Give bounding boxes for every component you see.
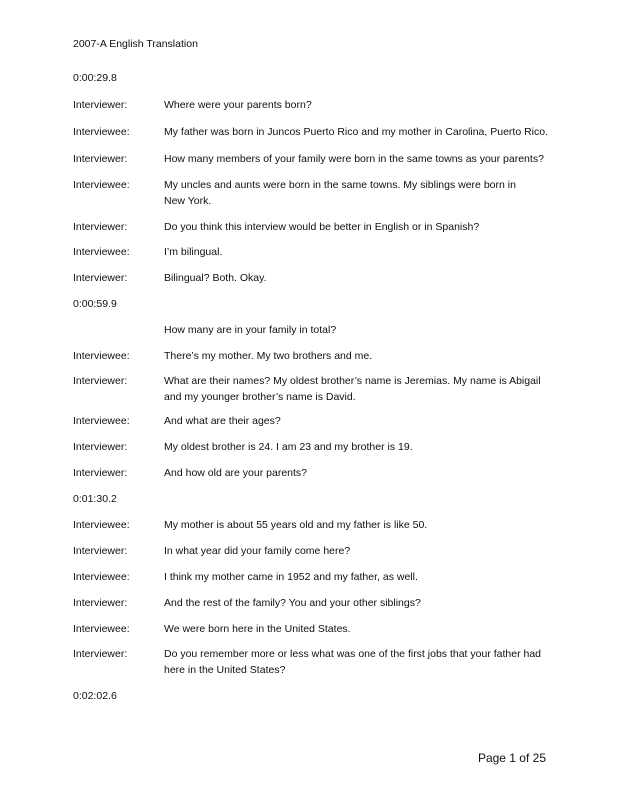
speaker-label: Interviewee: [73, 350, 130, 362]
speaker-label: Interviewee: [73, 126, 130, 138]
utterance-text: And how old are your parents? [164, 467, 308, 479]
timestamp: 0:02:02.6 [73, 690, 117, 702]
utterance-text: And what are their ages? [164, 415, 281, 427]
page-header: 2007-A English Translation [73, 38, 198, 50]
utterance-text: My father was born in Juncos Puerto Rico and my mother in Carolina, Puerto Rico. [164, 126, 549, 138]
utterance-text: And the rest of the family? You and your other siblings? [164, 597, 421, 609]
utterance-text: Do you think this interview would be better in English or in Spanish? [164, 221, 480, 233]
page-number: Page 1 of 25 [477, 751, 546, 765]
speaker-label: Interviewee: [73, 623, 130, 635]
speaker-label: Interviewer: [73, 467, 128, 479]
utterance-text: I think my mother came in 1952 and my father, as well. [164, 571, 418, 583]
speaker-label: Interviewer: [73, 153, 128, 165]
utterance-text: We were born here in the United States. [164, 623, 351, 635]
utterance-text: My uncles and aunts were born in the same towns. My siblings were born in New York. [164, 179, 516, 207]
speaker-label: Interviewer: [73, 597, 128, 609]
utterance-text: Bilingual? Both. Okay. [164, 272, 267, 284]
utterance-text: Do you remember more or less what was one of the first jobs that your father had here in the United States? [164, 648, 542, 676]
speaker-label: Interviewer: [73, 648, 128, 660]
timestamp: 0:00:29.8 [73, 72, 117, 84]
speaker-label: Interviewee: [73, 179, 130, 191]
speaker-label: Interviewee: [73, 246, 130, 258]
utterance-text: There’s my mother. My two brothers and me. [164, 350, 373, 362]
utterance-text: What are their names? My oldest brother’s name is Jeremias. My name is Abigail and my younger brother’s name is David. [164, 375, 541, 403]
speaker-label: Interviewer: [73, 99, 128, 111]
speaker-label: Interviewer: [73, 545, 128, 557]
timestamp: 0:00:59.9 [73, 298, 117, 310]
speaker-label: Interviewer: [73, 221, 128, 233]
utterance-text: How many members of your family were born in the same towns as your parents? [164, 153, 544, 165]
timestamp: 0:01:30.2 [73, 493, 117, 505]
utterance-text: My oldest brother is 24. I am 23 and my brother is 19. [164, 441, 413, 453]
utterance-text: My mother is about 55 years old and my father is like 50. [164, 519, 428, 531]
speaker-label: Interviewee: [73, 519, 130, 531]
utterance-text: In what year did your family come here? [164, 545, 351, 557]
utterance-text: Where were your parents born? [164, 99, 312, 111]
speaker-label: Interviewer: [73, 441, 128, 453]
utterance-text: I’m bilingual. [164, 246, 223, 258]
speaker-label: Interviewee: [73, 415, 130, 427]
speaker-label: Interviewer: [73, 375, 128, 387]
speaker-label: Interviewer: [73, 272, 128, 284]
speaker-label: Interviewee: [73, 571, 130, 583]
utterance-text: How many are in your family in total? [164, 324, 337, 336]
